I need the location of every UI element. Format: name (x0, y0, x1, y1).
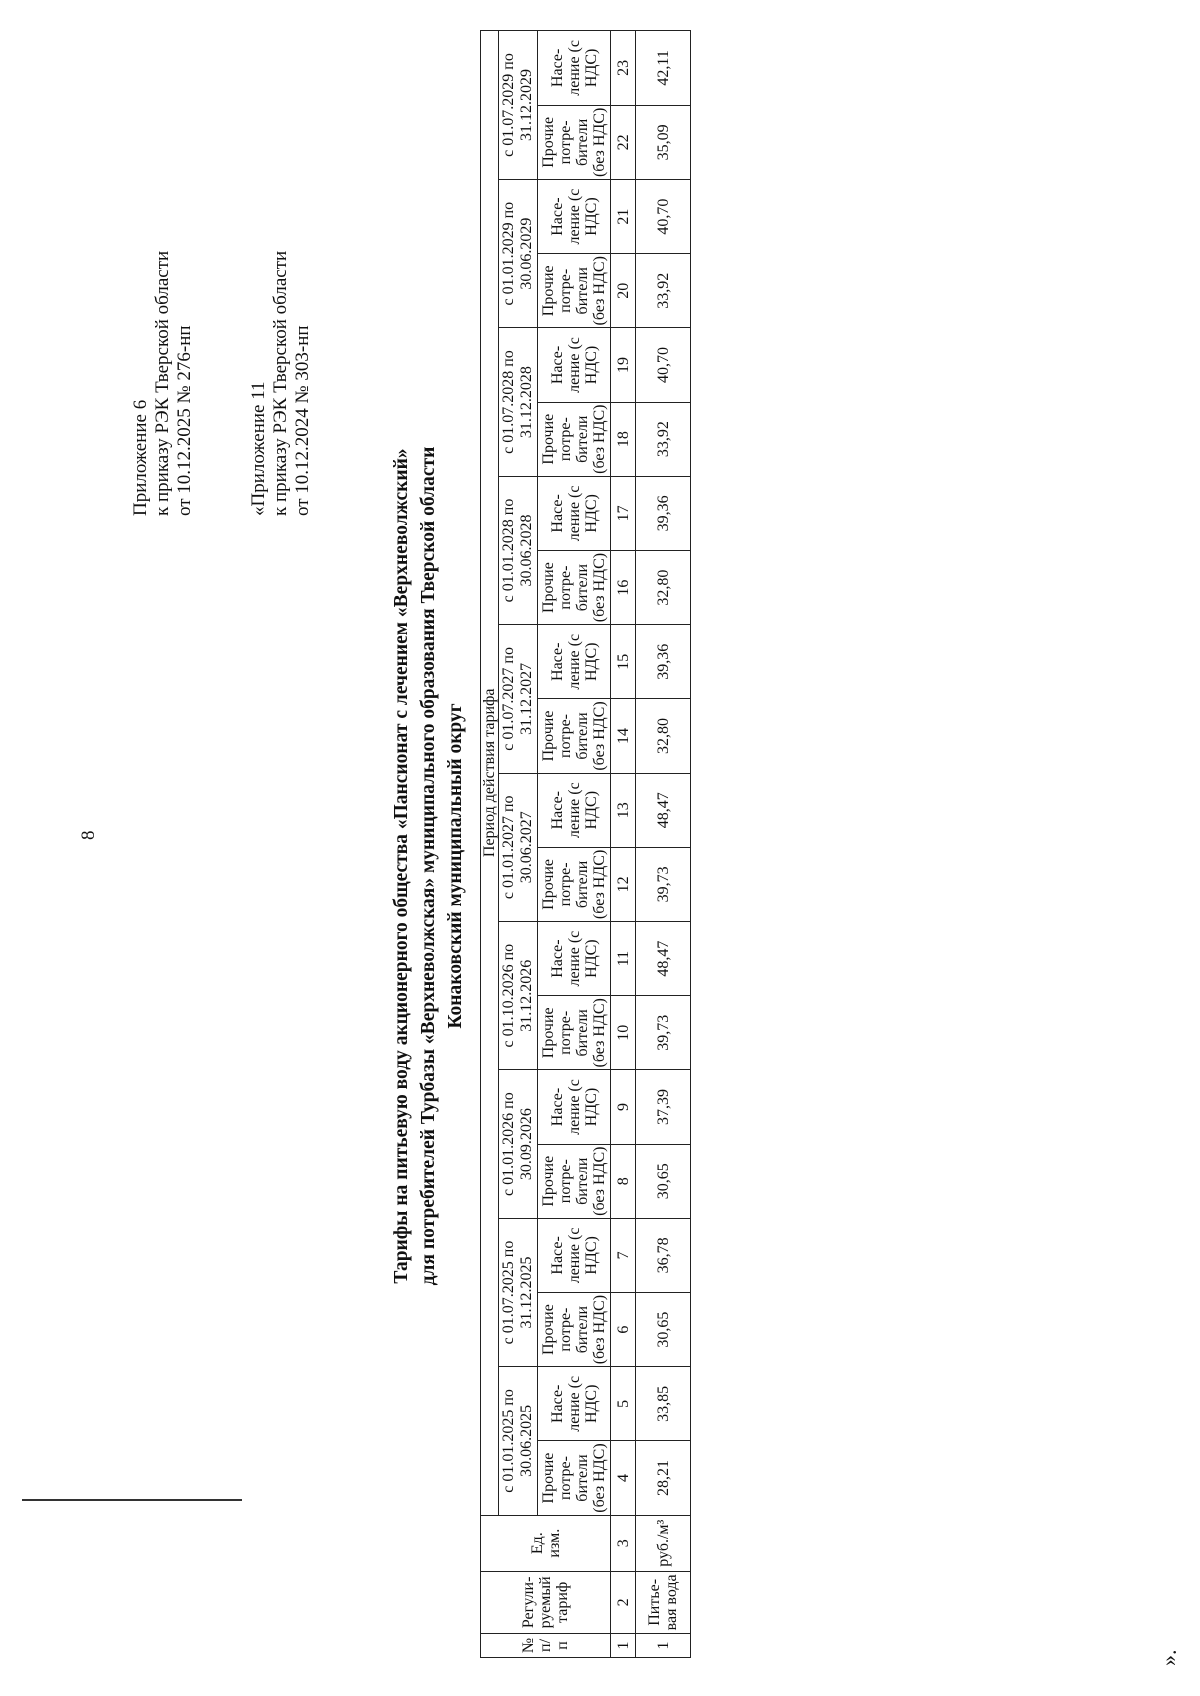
tariff-value-cell: 32,80 (636, 699, 691, 773)
column-number-cell: 6 (611, 1293, 636, 1367)
title-line: Тарифы на питьевую воду акционерного общества «Пансионат с лечением «Верхневолжский» (391, 448, 412, 1284)
tariff-value-cell: 32,80 (636, 550, 691, 624)
column-number-cell: 10 (611, 996, 636, 1070)
consumer-other-cell: Прочие потре-бители (без НДС) (538, 847, 611, 921)
column-number-cell: 12 (611, 847, 636, 921)
tariff-value-cell: 33,85 (636, 1367, 691, 1441)
consumer-other-cell: Прочие потре-бители (без НДС) (538, 699, 611, 773)
column-number-cell: 23 (611, 31, 636, 106)
column-number-cell: 4 (611, 1441, 636, 1515)
column-number-cell: 20 (611, 254, 636, 328)
tariff-value-cell: 30,65 (636, 1144, 691, 1218)
column-number-row (611, 31, 636, 1658)
original-appendix-header-line: от 10.12.2024 № 303-нп (292, 325, 313, 516)
period-row (499, 31, 538, 1658)
column-number-cell: 9 (611, 1070, 636, 1144)
appendix-header (130, 76, 196, 516)
closing-quote: ». (1156, 1649, 1181, 1666)
consumer-other-cell: Прочие потре-бители (без НДС) (538, 1293, 611, 1367)
appendix-header-line: от 10.12.2025 № 276-нп (174, 325, 195, 516)
column-number-cell: 16 (611, 550, 636, 624)
tariff-value-cell: 33,92 (636, 254, 691, 328)
tariff-value-cell: 36,78 (636, 1218, 691, 1292)
consumer-population-cell: Насе-ление (с НДС) (538, 328, 611, 402)
consumer-population-cell: Насе-ление (с НДС) (538, 1367, 611, 1441)
footnote-rule (22, 1499, 242, 1501)
rotated-page-content (0, 36, 1200, 1696)
consumer-other-cell: Прочие потре-бители (без НДС) (538, 402, 611, 476)
tariff-value-cell: 37,39 (636, 1070, 691, 1144)
column-number-cell: 13 (611, 773, 636, 847)
column-number-cell: 1 (611, 1633, 636, 1657)
tariff-value-cell: 39,73 (636, 847, 691, 921)
tariff-value-cell: 48,47 (636, 921, 691, 995)
consumer-other-cell: Прочие потре-бители (без НДС) (538, 254, 611, 328)
consumer-population-cell: Насе-ление (с НДС) (538, 625, 611, 699)
consumer-other-cell: Прочие потре-бители (без НДС) (538, 550, 611, 624)
consumer-other-cell: Прочие потре-бители (без НДС) (538, 996, 611, 1070)
column-number-cell: 5 (611, 1367, 636, 1441)
tariff-value-cell: 40,70 (636, 179, 691, 253)
original-appendix-header-line: «Приложение 11 (248, 381, 269, 516)
appendix-header-line: к приказу РЭК Тверской области (152, 250, 173, 516)
title-line: для потребителей Турбазы «Верхневолжская» муниципального образования Тверской области (418, 446, 439, 1286)
table-row (636, 31, 691, 1658)
page-number: 8 (78, 830, 99, 840)
consumer-population-cell: Насе-ление (с НДС) (538, 476, 611, 550)
tariff-value-cell: 48,47 (636, 773, 691, 847)
consumer-population-cell: Насе-ление (с НДС) (538, 179, 611, 253)
consumer-population-cell: Насе-ление (с НДС) (538, 31, 611, 106)
column-number-cell: 3 (611, 1515, 636, 1571)
column-number-cell: 2 (611, 1571, 636, 1633)
document-title (388, 36, 469, 1696)
column-number-cell: 18 (611, 402, 636, 476)
column-number-cell: 14 (611, 699, 636, 773)
period-cell: с 01.01.2028 по 30.06.2028 (499, 476, 538, 624)
column-number-cell: 22 (611, 105, 636, 179)
row-tariff-cell: Питье-вая вода (636, 1571, 691, 1633)
consumer-row (538, 31, 611, 1658)
tariff-value-cell: 42,11 (636, 31, 691, 106)
consumer-population-cell: Насе-ление (с НДС) (538, 1218, 611, 1292)
column-number-cell: 7 (611, 1218, 636, 1292)
title-line: Конаковский муниципальный округ (445, 703, 466, 1029)
consumer-other-cell: Прочие потре-бители (без НДС) (538, 1441, 611, 1515)
period-cell: с 01.10.2026 по 31.12.2026 (499, 921, 538, 1069)
row-unit-cell: руб./м³ (636, 1515, 691, 1571)
header-period: Период действия тарифа (481, 31, 499, 1516)
tariff-value-cell: 40,70 (636, 328, 691, 402)
period-cell: с 01.07.2025 по 31.12.2025 (499, 1218, 538, 1366)
tariff-value-cell: 30,65 (636, 1293, 691, 1367)
appendix-header-line: Приложение 6 (130, 399, 151, 516)
column-number-cell: 11 (611, 921, 636, 995)
period-cell: с 01.01.2025 по 30.06.2025 (499, 1367, 538, 1515)
period-cell: с 01.07.2029 по 31.12.2029 (499, 31, 538, 180)
period-cell: с 01.01.2027 по 30.06.2027 (499, 773, 538, 921)
tariff-table (480, 30, 691, 1658)
period-cell: с 01.01.2029 по 30.06.2029 (499, 179, 538, 327)
header-unit: Ед. изм. (481, 1515, 611, 1571)
period-cell: с 01.07.2027 по 31.12.2027 (499, 625, 538, 773)
tariff-value-cell: 35,09 (636, 105, 691, 179)
original-appendix-header (248, 76, 314, 516)
original-appendix-header-line: к приказу РЭК Тверской области (270, 250, 291, 516)
consumer-population-cell: Насе-ление (с НДС) (538, 921, 611, 995)
column-number-cell: 15 (611, 625, 636, 699)
consumer-other-cell: Прочие потре-бители (без НДС) (538, 105, 611, 179)
tariff-value-cell: 28,21 (636, 1441, 691, 1515)
tariff-value-cell: 33,92 (636, 402, 691, 476)
consumer-population-cell: Насе-ление (с НДС) (538, 1070, 611, 1144)
tariff-value-cell: 39,73 (636, 996, 691, 1070)
tariff-value-cell: 39,36 (636, 476, 691, 550)
column-number-cell: 19 (611, 328, 636, 402)
consumer-other-cell: Прочие потре-бители (без НДС) (538, 1144, 611, 1218)
period-cell: с 01.07.2028 по 31.12.2028 (499, 328, 538, 476)
tariff-value-cell: 39,36 (636, 625, 691, 699)
row-no-cell: 1 (636, 1633, 691, 1657)
column-number-cell: 8 (611, 1144, 636, 1218)
column-number-cell: 21 (611, 179, 636, 253)
consumer-population-cell: Насе-ление (с НДС) (538, 773, 611, 847)
column-number-cell: 17 (611, 476, 636, 550)
period-cell: с 01.01.2026 по 30.09.2026 (499, 1070, 538, 1218)
header-no: № п/п (481, 1633, 611, 1657)
header-tariff: Регули-руемый тариф (481, 1571, 611, 1633)
